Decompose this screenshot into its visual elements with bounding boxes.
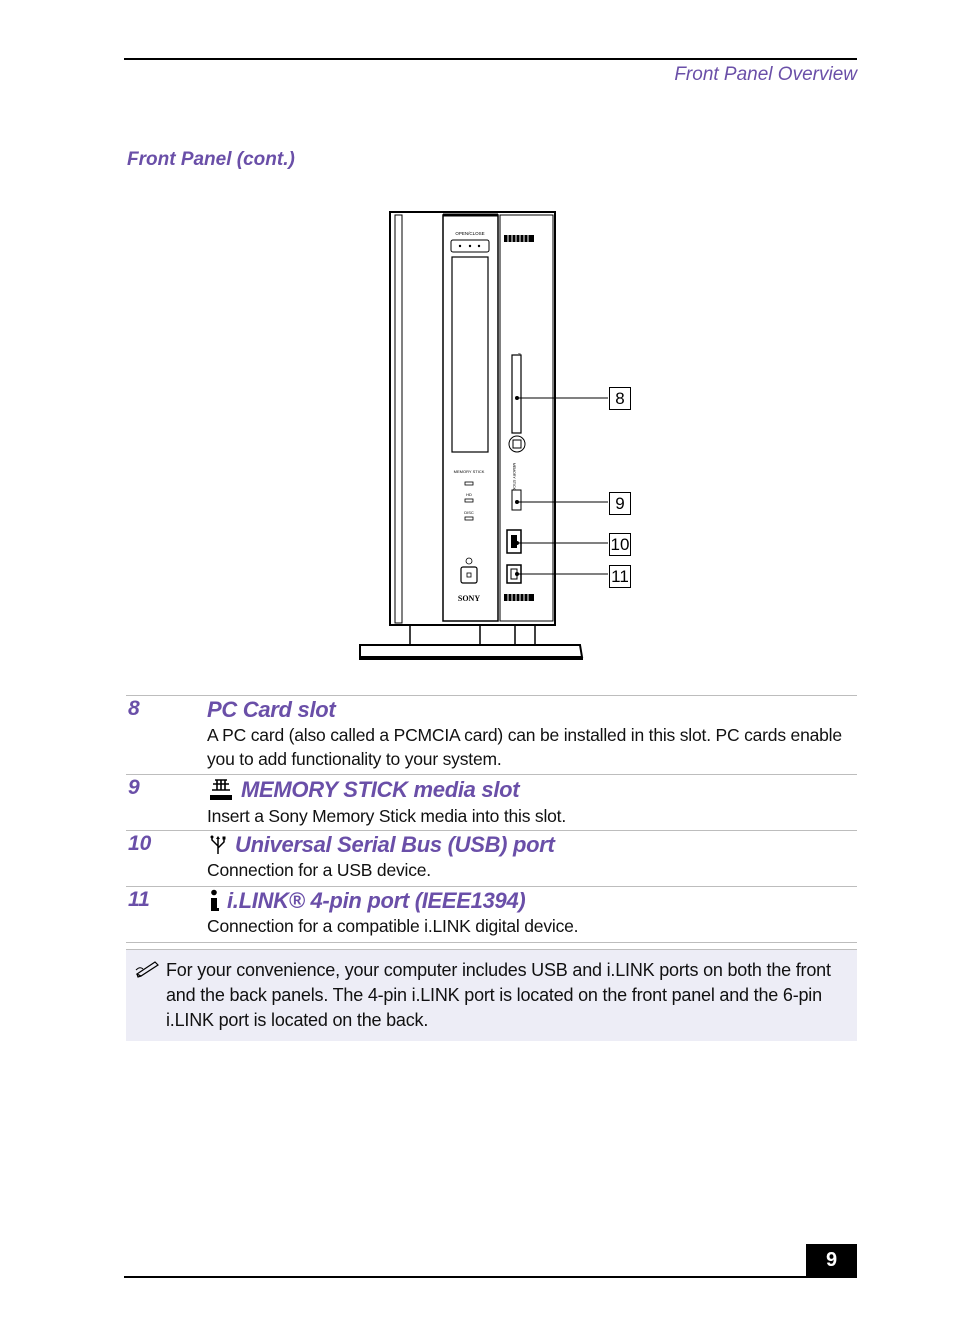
page-number: 9 xyxy=(806,1244,857,1277)
item-description: Connection for a USB device. xyxy=(207,860,431,880)
memory-stick-panel-label: MEMORY STICK xyxy=(453,469,485,474)
open-close-label: OPEN/CLOSE xyxy=(455,231,485,236)
callout-8: 8 xyxy=(609,387,631,410)
hd-label: HD xyxy=(466,492,472,497)
front-panel-illustration xyxy=(355,205,645,665)
item-number: 10 xyxy=(128,832,152,855)
list-item-memory-stick xyxy=(126,774,857,830)
item-title xyxy=(207,775,857,804)
item-title-text: MEMORY STICK media slot xyxy=(241,777,520,802)
sony-logo: SONY xyxy=(457,594,481,603)
item-title xyxy=(207,887,857,914)
disc-label: DISC xyxy=(464,510,474,515)
item-description: A PC card (also called a PCMCIA card) can be installed in this slot. PC cards enable you to add functionality to your system. xyxy=(207,725,842,769)
list-item-ilink xyxy=(126,886,857,943)
memory-stick-slot-label: MEMORY STICK xyxy=(512,463,516,490)
page-subtitle: Front Panel (cont.) xyxy=(127,149,295,170)
note-pencil-icon xyxy=(135,958,161,978)
callout-11: 11 xyxy=(609,565,631,588)
feature-list xyxy=(126,695,857,943)
note-box xyxy=(126,949,857,1041)
item-description: Insert a Sony Memory Stick media into this slot. xyxy=(207,806,567,826)
bottom-rule xyxy=(124,1276,857,1278)
item-title xyxy=(207,696,857,723)
list-item-usb xyxy=(126,830,857,886)
item-title-text: PC Card slot xyxy=(207,697,336,722)
item-number: 8 xyxy=(128,697,140,720)
header-section-title: Front Panel Overview xyxy=(674,64,857,85)
computer-drawing xyxy=(355,205,645,665)
ilink-icon xyxy=(207,889,221,913)
callout-10: 10 xyxy=(610,535,630,554)
item-title xyxy=(207,831,857,858)
item-number: 11 xyxy=(128,888,150,911)
top-rule xyxy=(124,58,857,60)
usb-icon xyxy=(207,834,229,856)
callout-9: 9 xyxy=(609,492,631,515)
item-number: 9 xyxy=(128,776,140,799)
item-description: Connection for a compatible i.LINK digital device. xyxy=(207,916,579,936)
memory-stick-icon xyxy=(207,776,235,804)
list-item-pc-card xyxy=(126,695,857,774)
item-title-text: i.LINK® 4-pin port (IEEE1394) xyxy=(227,888,526,913)
note-text: For your convenience, your computer includes USB and i.LINK ports on both the front and the back panels. The 4-pin i.LINK port is located on the front panel and the 6-pin i.LINK port is located on the back. xyxy=(166,960,831,1030)
item-title-text: Universal Serial Bus (USB) port xyxy=(235,832,555,857)
